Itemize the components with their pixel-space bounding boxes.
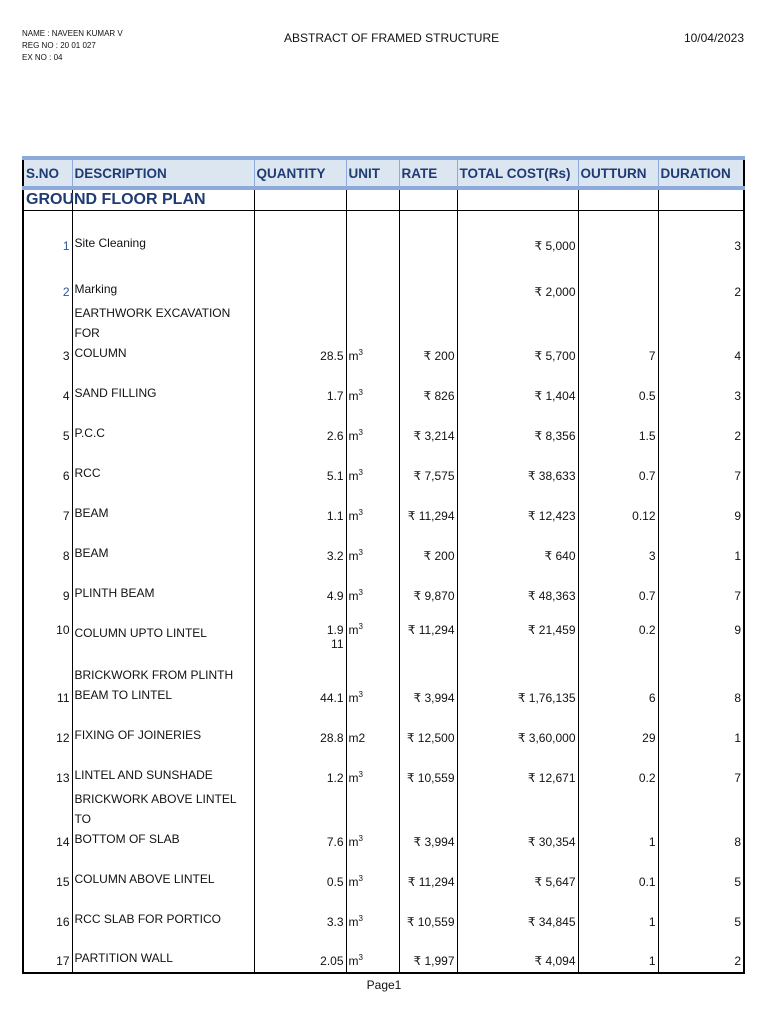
description-cell	[72, 893, 254, 933]
outturn-cell	[578, 257, 658, 303]
table-row	[23, 893, 744, 933]
unit-cell	[346, 933, 399, 973]
duration-cell: 2	[658, 933, 744, 973]
rate-cell: ₹ 11,294	[399, 607, 457, 655]
unit-value: m	[348, 914, 359, 929]
col-header-sno: S.NO	[23, 158, 72, 188]
description-cell	[72, 789, 254, 853]
quantity-value: 5.1	[326, 468, 344, 483]
quantity-cell	[254, 933, 346, 973]
description-line: BEAM	[74, 505, 109, 520]
rate-cell: ₹ 1,997	[399, 933, 457, 973]
sno-cell: 13	[23, 749, 72, 789]
description-cell	[72, 257, 254, 303]
outturn-cell: 1	[578, 893, 658, 933]
quantity-value: 1.9	[326, 622, 344, 637]
description-line: RCC SLAB FOR PORTICO	[74, 911, 221, 926]
description-cell	[72, 607, 254, 655]
total-cost-cell: ₹ 21,459	[457, 607, 578, 655]
quantity-value: 1.2	[326, 770, 344, 785]
quantity-cell	[254, 789, 346, 853]
sno-cell: 12	[23, 709, 72, 749]
unit-cell	[346, 527, 399, 567]
quantity-cell	[254, 447, 346, 487]
date: 10/04/2023	[683, 31, 744, 45]
quantity-cell	[254, 407, 346, 447]
description-line: FIXING OF JOINERIES	[74, 727, 202, 742]
rate-cell: ₹ 200	[399, 303, 457, 367]
sno-cell: 7	[23, 487, 72, 527]
total-cost-cell: ₹ 5,647	[457, 853, 578, 893]
description-line: COLUMN UPTO LINTEL	[74, 625, 207, 640]
reg-line: REG NO : 20 01 027	[22, 41, 96, 50]
unit-cell	[346, 853, 399, 893]
rate-cell: ₹ 10,559	[399, 749, 457, 789]
outturn-cell	[578, 211, 658, 257]
total-cost-cell: ₹ 34,845	[457, 893, 578, 933]
unit-value: m	[348, 770, 359, 785]
duration-cell: 4	[658, 303, 744, 367]
quantity-value: 0.5	[326, 874, 344, 889]
description-line: COLUMN ABOVE LINTEL	[74, 871, 215, 886]
outturn-cell: 7	[578, 303, 658, 367]
section-title: GROUND FLOOR PLAN	[23, 188, 72, 211]
unit-cell	[346, 447, 399, 487]
table-row	[23, 303, 744, 367]
rate-cell: ₹ 11,294	[399, 487, 457, 527]
outturn-cell: 1	[578, 933, 658, 973]
unit-cell	[346, 655, 399, 709]
outturn-cell: 3	[578, 527, 658, 567]
unit-superscript: 3	[358, 913, 363, 923]
description-line: SAND FILLING	[74, 385, 157, 400]
quantity-value: 3.2	[326, 548, 344, 563]
col-header-rate: RATE	[399, 158, 457, 188]
unit-value: m	[348, 428, 359, 443]
sno-cell: 2	[23, 257, 72, 303]
outturn-cell: 0.12	[578, 487, 658, 527]
page-footer: Page1	[366, 978, 402, 992]
sno-cell: 6	[23, 447, 72, 487]
unit-cell	[346, 709, 399, 749]
quantity-value: 44.1	[320, 690, 344, 705]
unit-cell	[346, 749, 399, 789]
description-cell	[72, 853, 254, 893]
duration-cell: 2	[658, 407, 744, 447]
total-cost-cell: ₹ 4,094	[457, 933, 578, 973]
table-row	[23, 487, 744, 527]
col-header-unit: UNIT	[346, 158, 399, 188]
unit-cell	[346, 211, 399, 257]
unit-cell	[346, 607, 399, 655]
total-cost-cell: ₹ 12,671	[457, 749, 578, 789]
sno-cell: 5	[23, 407, 72, 447]
duration-cell: 9	[658, 607, 744, 655]
outturn-cell: 0.5	[578, 367, 658, 407]
sno-cell: 9	[23, 567, 72, 607]
duration-cell: 5	[658, 893, 744, 933]
col-header-outturn: OUTTURN	[578, 158, 658, 188]
outturn-cell: 0.1	[578, 853, 658, 893]
table-row	[23, 367, 744, 407]
quantity-cell	[254, 487, 346, 527]
col-header-duration: DURATION	[658, 158, 744, 188]
sno-cell: 11	[23, 655, 72, 709]
sno-cell: 16	[23, 893, 72, 933]
duration-cell: 2	[658, 257, 744, 303]
description-line: BRICKWORK ABOVE LINTEL TO	[74, 791, 237, 826]
duration-cell: 7	[658, 447, 744, 487]
duration-cell: 5	[658, 853, 744, 893]
quantity-cell	[254, 709, 346, 749]
description-cell	[72, 303, 254, 367]
description-line: Site Cleaning	[74, 235, 146, 250]
name-line: NAME : NAVEEN KUMAR V	[22, 29, 123, 38]
sno-cell: 1	[23, 211, 72, 257]
unit-value: m	[348, 508, 359, 523]
quantity-value: 1.7	[326, 388, 344, 403]
unit-superscript: 3	[358, 427, 363, 437]
duration-cell: 1	[658, 527, 744, 567]
table-row	[23, 709, 744, 749]
outturn-cell: 0.7	[578, 447, 658, 487]
quantity-value: 28.8	[320, 730, 344, 745]
unit-value: m2	[348, 730, 366, 745]
unit-superscript: 3	[358, 587, 363, 597]
outturn-cell: 6	[578, 655, 658, 709]
rate-cell: ₹ 10,559	[399, 893, 457, 933]
unit-value: m	[348, 874, 359, 889]
page-title: ABSTRACT OF FRAMED STRUCTURE	[284, 31, 500, 45]
description-line: PLINTH BEAM	[74, 585, 155, 600]
table-row	[23, 257, 744, 303]
rate-cell	[399, 257, 457, 303]
quantity-cell	[254, 655, 346, 709]
quantity-value: 7.6	[326, 834, 344, 849]
rate-cell: ₹ 3,214	[399, 407, 457, 447]
duration-cell: 9	[658, 487, 744, 527]
duration-cell: 3	[658, 211, 744, 257]
sno-cell: 3	[23, 303, 72, 367]
abstract-table	[22, 156, 745, 974]
quantity-value: 28.5	[320, 348, 344, 363]
total-cost-cell: ₹ 38,633	[457, 447, 578, 487]
rate-cell: ₹ 12,500	[399, 709, 457, 749]
unit-value: m	[348, 388, 359, 403]
table-row	[23, 211, 744, 257]
unit-cell	[346, 407, 399, 447]
description-line: LINTEL AND SUNSHADE	[74, 767, 213, 782]
description-line: BEAM	[74, 545, 109, 560]
description-line: RCC	[74, 465, 101, 480]
description-cell	[72, 487, 254, 527]
unit-superscript: 3	[358, 467, 363, 477]
total-cost-cell: ₹ 1,404	[457, 367, 578, 407]
sno-cell: 4	[23, 367, 72, 407]
quantity-cell	[254, 607, 346, 655]
description-line: Marking	[74, 281, 118, 296]
sno-cell: 8	[23, 527, 72, 567]
quantity-value: 2.05	[320, 953, 344, 968]
unit-cell	[346, 257, 399, 303]
description-line: BOTTOM OF SLAB	[74, 831, 180, 846]
table-row	[23, 567, 744, 607]
quantity-cell	[254, 567, 346, 607]
unit-superscript: 3	[358, 689, 363, 699]
total-cost-cell: ₹ 5,700	[457, 303, 578, 367]
unit-superscript: 3	[358, 873, 363, 883]
quantity-cell	[254, 367, 346, 407]
outturn-cell: 1	[578, 789, 658, 853]
outturn-cell: 1.5	[578, 407, 658, 447]
quantity-cell	[254, 527, 346, 567]
rate-cell: ₹ 11,294	[399, 853, 457, 893]
quantity-cell	[254, 749, 346, 789]
description-cell	[72, 527, 254, 567]
table-row	[23, 607, 744, 655]
sno-cell: 10	[23, 607, 72, 655]
outturn-cell: 0.2	[578, 749, 658, 789]
total-cost-cell: ₹ 48,363	[457, 567, 578, 607]
description-cell	[72, 709, 254, 749]
description-line: BEAM TO LINTEL	[74, 687, 173, 702]
description-cell	[72, 407, 254, 447]
duration-cell: 1	[658, 709, 744, 749]
total-cost-cell: ₹ 640	[457, 527, 578, 567]
description-line: PARTITION WALL	[74, 950, 173, 965]
total-cost-cell: ₹ 3,60,000	[457, 709, 578, 749]
unit-cell	[346, 367, 399, 407]
quantity-value: 3.3	[326, 914, 344, 929]
table-row	[23, 749, 744, 789]
total-cost-cell: ₹ 5,000	[457, 211, 578, 257]
unit-value: m	[348, 834, 359, 849]
table-row	[23, 655, 744, 709]
sno-cell: 15	[23, 853, 72, 893]
unit-cell	[346, 567, 399, 607]
outturn-cell: 0.7	[578, 567, 658, 607]
description-cell	[72, 933, 254, 973]
outturn-cell: 29	[578, 709, 658, 749]
table-row	[23, 933, 744, 973]
unit-cell	[346, 789, 399, 853]
rate-cell: ₹ 3,994	[399, 655, 457, 709]
rate-cell: ₹ 7,575	[399, 447, 457, 487]
description-cell	[72, 367, 254, 407]
quantity-value: 4.9	[326, 588, 344, 603]
unit-value: m	[348, 548, 359, 563]
total-cost-cell: ₹ 8,356	[457, 407, 578, 447]
unit-cell	[346, 893, 399, 933]
total-cost-cell: ₹ 12,423	[457, 487, 578, 527]
description-line: BRICKWORK FROM PLINTH	[74, 667, 234, 682]
rate-cell	[399, 211, 457, 257]
unit-value: m	[348, 468, 359, 483]
unit-value: m	[348, 348, 359, 363]
unit-superscript: 3	[358, 387, 363, 397]
description-cell	[72, 211, 254, 257]
col-header-quantity: QUANTITY	[254, 158, 346, 188]
unit-superscript: 3	[358, 833, 363, 843]
section-row	[23, 188, 744, 211]
duration-cell: 8	[658, 655, 744, 709]
rate-cell: ₹ 3,994	[399, 789, 457, 853]
table-row	[23, 407, 744, 447]
quantity-cell	[254, 211, 346, 257]
rate-cell: ₹ 826	[399, 367, 457, 407]
quantity-cell	[254, 257, 346, 303]
col-header-total-cost: TOTAL COST(Rs)	[457, 158, 578, 188]
rate-cell: ₹ 200	[399, 527, 457, 567]
student-info	[22, 28, 123, 64]
duration-cell: 7	[658, 749, 744, 789]
unit-value: m	[348, 690, 359, 705]
sno-cell: 17	[23, 933, 72, 973]
description-line: COLUMN	[74, 345, 127, 360]
table-row	[23, 853, 744, 893]
unit-cell	[346, 303, 399, 367]
quantity-cell	[254, 893, 346, 933]
unit-superscript: 3	[358, 547, 363, 557]
description-cell	[72, 567, 254, 607]
description-cell	[72, 749, 254, 789]
quantity-cell	[254, 303, 346, 367]
description-line: P.C.C	[74, 425, 105, 440]
unit-superscript: 3	[358, 621, 363, 631]
duration-cell: 8	[658, 789, 744, 853]
description-cell	[72, 655, 254, 709]
unit-superscript: 3	[358, 952, 363, 962]
quantity-value: 2.6	[326, 428, 344, 443]
total-cost-cell: ₹ 1,76,135	[457, 655, 578, 709]
total-cost-cell: ₹ 2,000	[457, 257, 578, 303]
unit-cell	[346, 487, 399, 527]
quantity-cell	[254, 853, 346, 893]
unit-superscript: 3	[358, 507, 363, 517]
unit-value: m	[348, 622, 359, 637]
table-row	[23, 447, 744, 487]
col-header-description: DESCRIPTION	[72, 158, 254, 188]
unit-value: m	[348, 953, 359, 968]
outturn-cell: 0.2	[578, 607, 658, 655]
sno-cell: 14	[23, 789, 72, 853]
rate-cell: ₹ 9,870	[399, 567, 457, 607]
duration-cell: 7	[658, 567, 744, 607]
total-cost-cell: ₹ 30,354	[457, 789, 578, 853]
ex-line: EX NO : 04	[22, 53, 63, 62]
table-row	[23, 527, 744, 567]
quantity-value: 1.1	[326, 508, 344, 523]
unit-value: m	[348, 588, 359, 603]
table-row	[23, 789, 744, 853]
description-line: EARTHWORK EXCAVATION FOR	[74, 305, 231, 340]
unit-superscript: 3	[358, 769, 363, 779]
duration-cell: 3	[658, 367, 744, 407]
description-cell	[72, 447, 254, 487]
quantity-extra: 11	[331, 636, 344, 651]
unit-superscript: 3	[358, 347, 363, 357]
table-header-row	[23, 158, 744, 188]
